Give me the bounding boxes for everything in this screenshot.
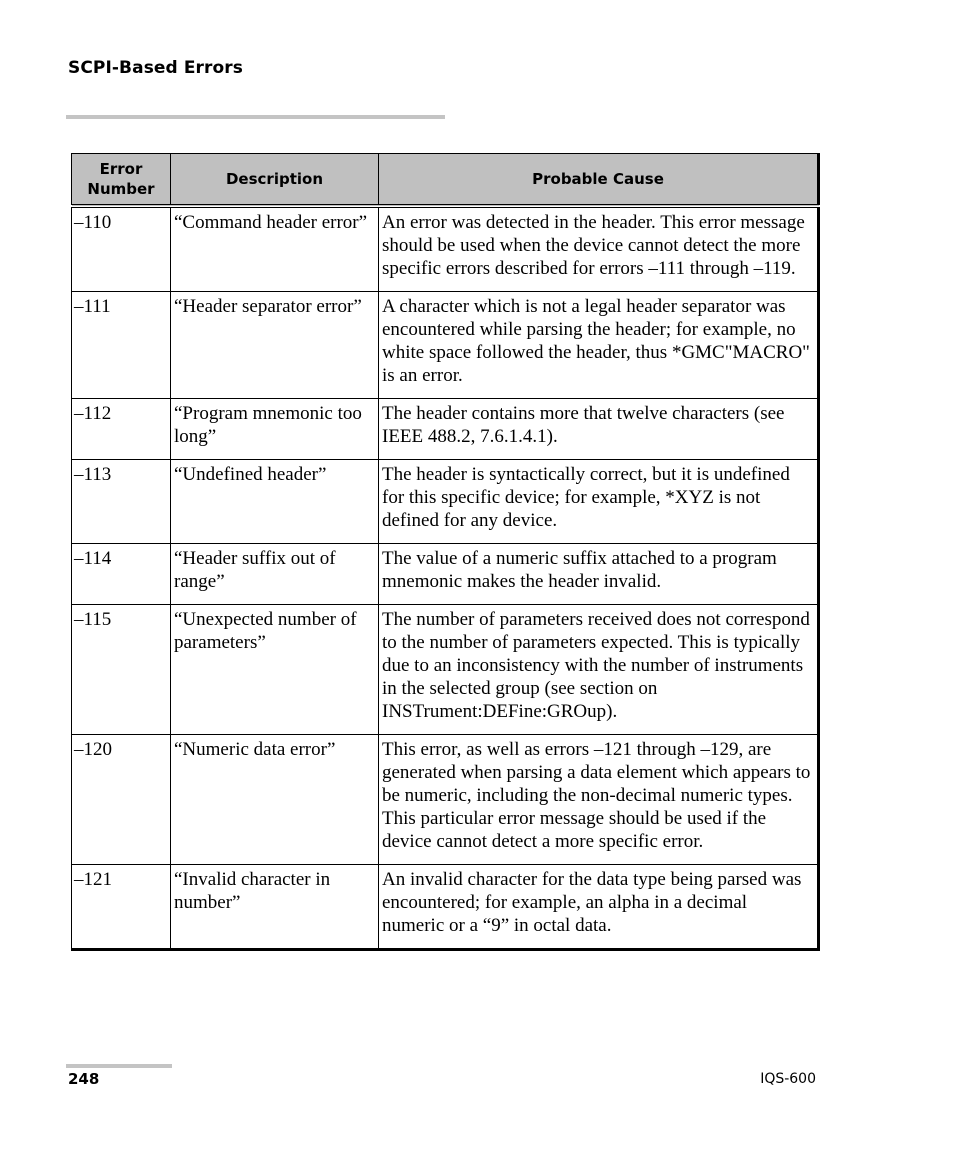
description-cell: “Undefined header” xyxy=(171,460,379,544)
description-cell: “Invalid character in number” xyxy=(171,865,379,950)
cause-cell: A character which is not a legal header separator was encountered while parsing the header; for example, no white space followed the header, thus *GMC"MACRO" is an error. xyxy=(379,292,819,399)
description-cell: “Command header error” xyxy=(171,206,379,292)
error-number-cell: –121 xyxy=(72,865,171,950)
column-header-error-number: Error Number xyxy=(72,154,171,207)
column-header-probable-cause: Probable Cause xyxy=(379,154,819,207)
error-number-cell: –114 xyxy=(72,544,171,605)
cause-cell: An error was detected in the header. This error message should be used when the device cannot detect the more specific errors described for errors –111 through –119. xyxy=(379,206,819,292)
table-row xyxy=(72,865,819,950)
error-table xyxy=(71,153,820,951)
product-name: IQS-600 xyxy=(760,1071,816,1087)
table-header-row xyxy=(72,154,819,207)
title-divider xyxy=(66,115,445,119)
section-title: SCPI-Based Errors xyxy=(68,58,243,78)
table-row xyxy=(72,460,819,544)
error-number-cell: –111 xyxy=(72,292,171,399)
cause-cell: This error, as well as errors –121 through –129, are generated when parsing a data element which appears to be numeric, including the non-decimal numeric types. This particular error message should be used if the device cannot detect a more specific error. xyxy=(379,735,819,865)
error-number-cell: –110 xyxy=(72,206,171,292)
cause-cell: An invalid character for the data type being parsed was encountered; for example, an alpha in a decimal numeric or a “9” in octal data. xyxy=(379,865,819,950)
description-cell: “Header suffix out of range” xyxy=(171,544,379,605)
description-cell: “Program mnemonic too long” xyxy=(171,399,379,460)
table-row xyxy=(72,292,819,399)
footer-divider xyxy=(66,1064,172,1068)
description-cell: “Numeric data error” xyxy=(171,735,379,865)
column-header-description: Description xyxy=(171,154,379,207)
cause-cell: The number of parameters received does not correspond to the number of parameters expected. This is typically due to an inconsistency with the number of instruments in the selected group (see section on INSTrument:DEFine:GROup). xyxy=(379,605,819,735)
cause-cell: The header is syntactically correct, but it is undefined for this specific device; for example, *XYZ is not defined for any device. xyxy=(379,460,819,544)
error-number-cell: –120 xyxy=(72,735,171,865)
table-row xyxy=(72,735,819,865)
description-cell: “Unexpected number of parameters” xyxy=(171,605,379,735)
error-number-cell: –115 xyxy=(72,605,171,735)
cause-cell: The value of a numeric suffix attached to a program mnemonic makes the header invalid. xyxy=(379,544,819,605)
error-number-cell: –112 xyxy=(72,399,171,460)
error-number-cell: –113 xyxy=(72,460,171,544)
table-row xyxy=(72,399,819,460)
description-cell: “Header separator error” xyxy=(171,292,379,399)
table-row xyxy=(72,544,819,605)
table-row xyxy=(72,206,819,292)
page-number: 248 xyxy=(68,1070,100,1088)
cause-cell: The header contains more that twelve characters (see IEEE 488.2, 7.6.1.4.1). xyxy=(379,399,819,460)
table-row xyxy=(72,605,819,735)
